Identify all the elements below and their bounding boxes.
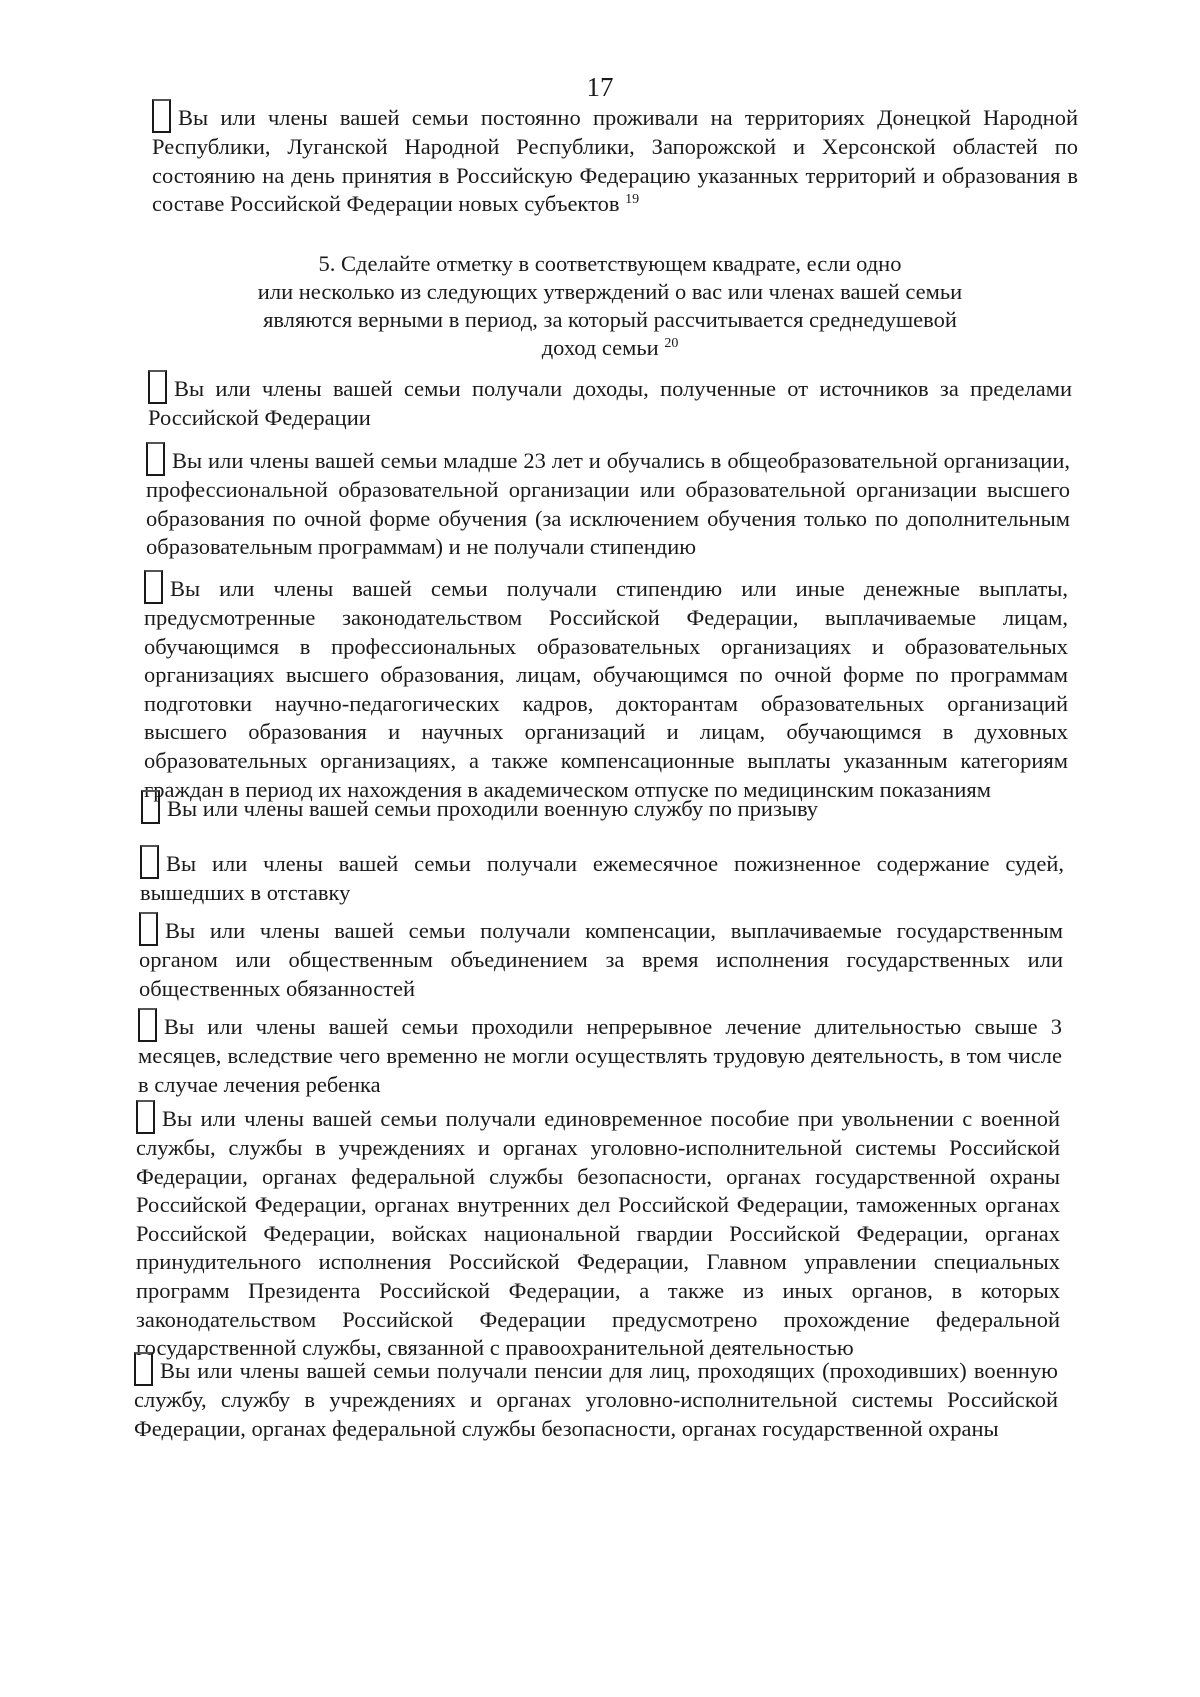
checkbox[interactable] <box>134 1352 153 1386</box>
item-text: Вы или члены вашей семьи проходили непрерывное лечение длительностью свыше 3 месяцев, вследствие чего временно не могли осуществлять трудовую деятельность, в том числе в случае лечения ребенка <box>138 1014 1062 1097</box>
heading-line: или несколько из следующих утверждений о вас или членах вашей семьи <box>257 279 963 304</box>
checkbox[interactable] <box>146 442 165 476</box>
checkbox[interactable] <box>140 845 159 879</box>
student-no-stipend-item <box>146 442 1070 562</box>
section-heading <box>230 250 990 362</box>
item-text: Вы или члены вашей семьи получали ежемесячное пожизненное содержание судей, вышедших в отставку <box>140 851 1064 905</box>
military-conscription-item <box>141 790 1065 824</box>
checkbox[interactable] <box>152 99 171 133</box>
item-text: Вы или члены вашей семьи проходили военную службу по призыву <box>167 796 819 821</box>
item-text: Вы или члены вашей семьи получали пенсии для лиц, проходящих (проходивших) военную службу, службу в учреждениях и органах уголовно-исполнительной системы Российской Федерации, органах федеральной службы безопасности, органах государственной охраны <box>134 1358 1058 1441</box>
item-text: Вы или члены вашей семьи постоянно проживали на территориях Донецкой Народной Республики, Луганской Народной Республики, Запорожской и Херсонской областей по состоянию на день принятия в Российскую Федерацию указанных территорий и образования в составе Российской Федерации новых субъектов <box>152 105 1078 217</box>
heading-line: доход семьи <box>541 335 659 360</box>
compensation-item <box>139 912 1063 1003</box>
retired-judges-item <box>140 845 1064 908</box>
footnote-marker: 20 <box>664 336 679 351</box>
footnote-marker: 19 <box>625 192 640 208</box>
checkbox[interactable] <box>138 1008 157 1042</box>
checkbox[interactable] <box>144 570 163 604</box>
pensions-item <box>134 1352 1058 1443</box>
stipend-item <box>144 570 1068 804</box>
checkbox[interactable] <box>139 912 158 946</box>
territories-item <box>152 99 1078 219</box>
item-text: Вы или члены вашей семьи младше 23 лет и обучались в общеобразовательной организации, профессиональной образовательной организации или образовательной организации высшего образования по очной форме обучения (за исключением обучения только по дополнительным образовательным программам) и не получали стипендию <box>146 448 1070 560</box>
dismissal-allowance-item <box>136 1100 1060 1363</box>
item-text: Вы или члены вашей семьи получали доходы, полученные от источников за пределами Российской Федерации <box>148 376 1072 430</box>
item-text: Вы или члены вашей семьи получали компенсации, выплачиваемые государственным органом или общественным объединением за время исполнения государственных или общественных обязанностей <box>139 918 1063 1001</box>
foreign-income-item <box>148 370 1072 433</box>
checkbox[interactable] <box>148 370 167 404</box>
item-text: Вы или члены вашей семьи получали единовременное пособие при увольнении с военной службы, службы в учреждениях и органах уголовно-исполнительной системы Российской Федерации, органах федеральной службы безопасности, органах государственной охраны Российской Федерации, органах внутренних дел Российской Федерации, таможенных органах Российской Федерации, войсках национальной гвардии Российской Федерации, органах принудительного исполнения Российской Федерации, Главном управлении специальных программ Президента Российской Федерации, а также из иных органов, в которых законодательством Российской Федерации предусмотрено прохождение федеральной государственной службы, связанной с правоохранительной деятельностью <box>136 1106 1060 1361</box>
long-treatment-item <box>138 1008 1062 1099</box>
checkbox[interactable] <box>136 1100 155 1134</box>
page-number: 17 <box>586 72 614 102</box>
heading-line: являются верными в период, за который рассчитывается среднедушевой <box>263 307 957 332</box>
heading-line: 5. Сделайте отметку в соответствующем квадрате, если одно <box>318 251 902 276</box>
item-text: Вы или члены вашей семьи получали стипендию или иные денежные выплаты, предусмотренные законодательством Российской Федерации, выплачиваемые лицам, обучающимся в профессиональных образовательных организациях и образовательных организациях высшего образования, лицам, обучающимся по очной форме по программам подготовки научно-педагогических кадров, докторантам образовательных организаций высшего образования и научных организаций и лицам, обучающимся в духовных образовательных организациях, а также компенсационные выплаты указанным категориям граждан в период их нахождения в академическом отпуске по медицинским показаниям <box>144 576 1068 802</box>
checkbox[interactable] <box>141 790 160 824</box>
